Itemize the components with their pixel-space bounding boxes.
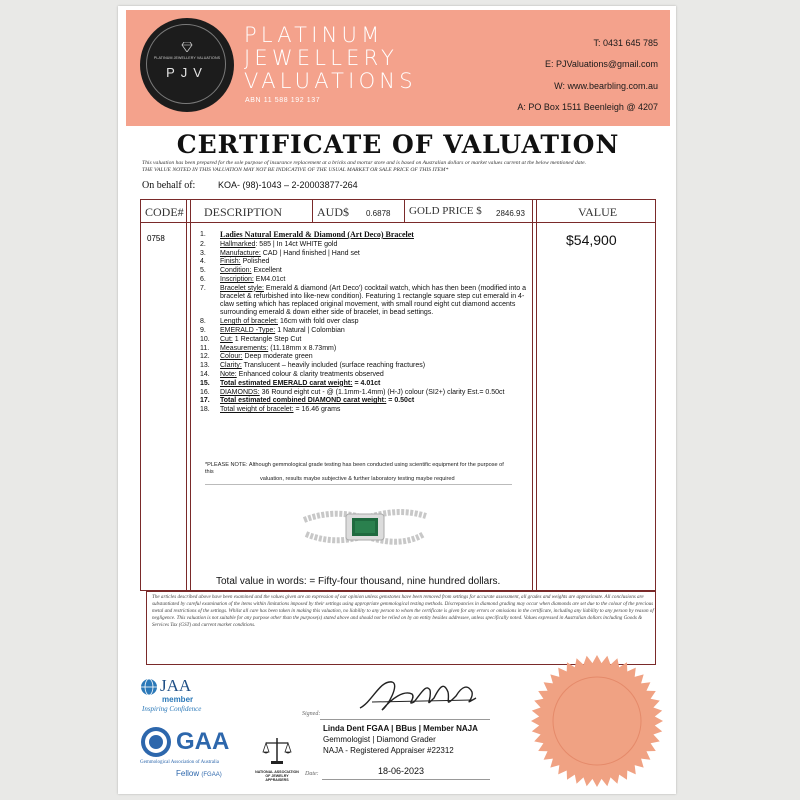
- certificate-date: 18-06-2023: [378, 766, 425, 776]
- table-header-divider: [140, 222, 656, 223]
- table-divider: [312, 199, 313, 222]
- embossed-seal: [528, 652, 666, 790]
- intro-text: [142, 160, 662, 174]
- aud-rate: 0.6878: [366, 209, 391, 218]
- bracelet-photo: [300, 500, 430, 554]
- phone: T: 0431 645 785: [593, 38, 658, 48]
- jaa-logo: [140, 676, 220, 716]
- description-list: [200, 231, 530, 415]
- jaa-tagline: Inspiring Confidence: [142, 705, 202, 713]
- date-label: Date:: [305, 771, 319, 777]
- disclaimer-text: The articles described above have been examined and the values given are an expression of our opinion unless gemstones have been removed from settings for accurate assessment, all grades and weights are approximate. All conclusions are substantiated by careful examination of the items within limitations imposed by their settings using appropriate gemmological testing methods. Discrepancies in diamond grading may occur when diamonds are set due to the colour of the precious metal and restrictions of the settings. Whilst all care has been taken in making this valuation, no liability to any person to whom the certificate is given for any errors or omissions in the certificate, including any liability to any person by reason of negligence. This valuation is not suitable for any purpose other than the purpose(s) stated above and should not be relied on by an entity besides addressee, unless specifically noted. Values expressed in Australian dollars including Goods & Services Tax (GST) and current market conditions.: [152, 594, 654, 628]
- list-item: 2. Hallmarked: 585 | In 14ct WHITE gold: [200, 240, 338, 248]
- naja-caption: NATIONAL ASSOCIATION OF JEWELRY APPRAISERS: [255, 770, 299, 783]
- behalf-value: KOA- (98)-1043 – 2-20003877-264: [218, 180, 358, 190]
- list-item: 15. Total estimated EMERALD carat weight: = 4.01ct: [200, 379, 381, 387]
- behalf-label: On behalf of:: [142, 180, 196, 191]
- table-divider: [536, 199, 537, 591]
- signature-line: [320, 719, 490, 720]
- table-divider: [186, 199, 187, 591]
- note-line: *PLEASE NOTE: Although gemmological grade testing has been conducted using scientific equipment for the purpose of this: [205, 462, 504, 476]
- postal-address: A: PO Box 1511 Beenleigh @ 4207: [517, 102, 658, 112]
- table-divider: [532, 199, 533, 591]
- list-item: 16. DIAMONDS: 36 Round eight cut - @ (1.1mm-1.4mm) (H-J) colour (SI2+) clarity Est.= 0.50ct: [200, 388, 505, 396]
- certificate-title: CERTIFICATE OF VALUATION: [176, 130, 620, 159]
- logo-ring: [146, 24, 226, 104]
- brand-name: [244, 24, 417, 93]
- header-code: CODE#: [145, 205, 184, 219]
- pjv-logo: [140, 18, 234, 112]
- jaa-member: member: [162, 695, 194, 704]
- brand-line: PLATINUM: [244, 23, 384, 47]
- email: E: PJValuations@gmail.com: [544, 59, 658, 69]
- naja-logo: [254, 736, 300, 788]
- header-value: VALUE: [578, 205, 618, 219]
- website: W: www.bearbling.com.au: [554, 81, 658, 91]
- gold-price-value: 2846.93: [496, 209, 525, 218]
- gaa-full-name: Gemmological Association of Australia: [140, 760, 220, 765]
- list-item: 4. Finish: Polished: [200, 258, 270, 266]
- jaa-globe-icon: [140, 678, 158, 696]
- jaa-name: JAA: [160, 676, 192, 695]
- abn-number: ABN 11 588 192 137: [245, 97, 321, 104]
- logo-small-text: PLATINUM JEWELLERY VALUATIONS: [153, 56, 221, 60]
- item-code: 0758: [147, 234, 165, 243]
- header-description: DESCRIPTION: [204, 205, 283, 219]
- list-item: 18. Total weight of bracelet: = 16.46 grams: [200, 406, 341, 414]
- note-line: valuation, results maybe subjective & further laboratory testing maybe required: [260, 476, 455, 483]
- grader-registration: NAJA - Registered Appraiser #22312: [323, 746, 454, 755]
- list-item: 14. Note: Enhanced colour & clarity treatments observed: [200, 370, 384, 378]
- intro-line: THE VALUE NOTED IN THIS VALUATION MAY NOT BE INDICATIVE OF THE USUAL MARKET OR SALE PRICE OF THIS ITEM*: [142, 167, 449, 173]
- handwritten-signature: [352, 672, 482, 718]
- brand-line: VALUATIONS: [244, 69, 417, 93]
- list-item: 13. Clarity: Translucent – heavily included (surface reaching fractures): [200, 362, 426, 370]
- gaa-logo: [140, 724, 250, 782]
- table-divider: [404, 199, 405, 222]
- list-item: 9. EMERALD -Type: 1 Natural | Colombian: [200, 326, 345, 334]
- gaa-fellow: Fellow (FGAA): [176, 769, 222, 778]
- list-item: 8. Length of bracelet: 16cm with fold over clasp: [200, 318, 359, 326]
- header-gold-price: GOLD PRICE $: [409, 205, 482, 217]
- total-value-in-words: Total value in words: = Fifty-four thousand, nine hundred dollars.: [216, 576, 501, 587]
- gaa-name: GAA: [176, 728, 230, 755]
- logo-monogram: PJV: [166, 65, 208, 80]
- list-item: 1. Ladies Natural Emerald & Diamond (Art Deco) Bracelet: [200, 230, 414, 239]
- diamond-icon: [181, 42, 193, 52]
- list-item: 5. Condition: Excellent: [200, 267, 282, 275]
- intro-line: This valuation has been prepared for the sole purpose of insurance replacement at a bricks and mortar store and is based on Australian dollars or market values current at the below mentioned date.: [142, 160, 586, 166]
- grader-title: Gemmologist | Diamond Grader: [323, 735, 436, 744]
- scales-icon: [262, 736, 292, 766]
- list-item: 6. Inscription: EM4.01ct: [200, 275, 286, 283]
- list-item: 17. Total estimated combined DIAMOND carat weight: = 0.50ct: [200, 397, 415, 405]
- brand-line: JEWELLERY: [244, 46, 399, 70]
- list-item: 3. Manufacture: CAD | Hand finished | Hand set: [200, 249, 360, 257]
- signed-label: Signed:: [302, 711, 321, 717]
- item-value: $54,900: [566, 232, 617, 248]
- list-item: 11. Measurements: (11.18mm x 8.73mm): [200, 344, 337, 352]
- testing-note: [205, 462, 512, 485]
- list-item: 7. Bracelet style: Emerald & diamond (Art Deco') cocktail watch, which has then been (modified into a bracelet & refurbished into like-new condition). Featuring 1 rectangle square step cut emerald in 4-claw setting which has replaced original movement, with small round eight cut diamond accents surrounding emerald & down either side of bracelet, in bead settings.: [200, 284, 526, 317]
- header-aud: AUD$: [317, 205, 349, 219]
- gaa-emblem-icon: [140, 726, 172, 758]
- list-item: 10. Cut: 1 Rectangle Step Cut: [200, 335, 302, 343]
- list-item: 12. Colour: Deep moderate green: [200, 353, 313, 361]
- grader-name: Linda Dent FGAA | BBus | Member NAJA: [323, 724, 478, 733]
- date-line: [322, 779, 490, 780]
- table-divider: [190, 199, 191, 591]
